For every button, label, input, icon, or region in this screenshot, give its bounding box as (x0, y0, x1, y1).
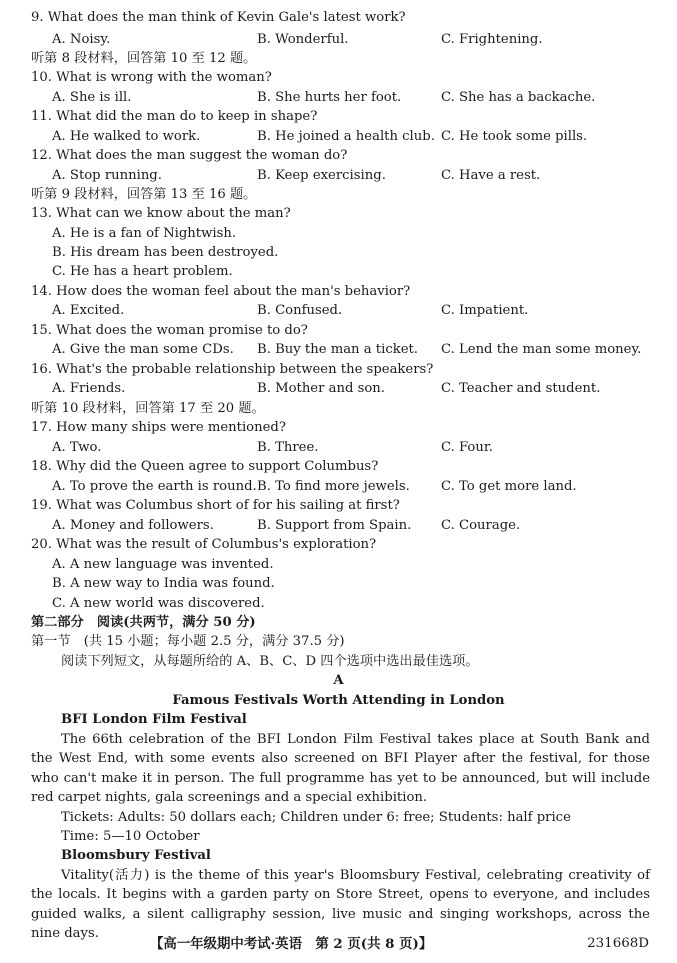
options-10 (52, 88, 655, 107)
option-a: A. Give the man some CDs. (52, 342, 234, 357)
option-a: A. Excited. (52, 303, 125, 318)
passage-title: Famous Festivals Worth Attending in London (172, 693, 505, 708)
instruction-passage-8: 听第 8 段材料，回答第 10 至 12 题。 (31, 51, 257, 66)
option-b: B. Confused. (257, 303, 343, 318)
question-11: 11. What did the man do to keep in shape? (31, 109, 318, 124)
option-c: C. Have a rest. (441, 168, 541, 183)
question-18: 18. Why did the Queen agree to support Columbus? (31, 459, 379, 474)
option-b: B. Support from Spain. (257, 518, 412, 533)
option-a: A. Friends. (52, 381, 126, 396)
instruction-passage-9: 听第 9 段材料，回答第 13 至 16 题。 (31, 187, 257, 202)
option-a: A. To prove the earth is round. (52, 479, 257, 494)
option-b: B. To find more jewels. (257, 479, 410, 494)
question-15: 15. What does the woman promise to do? (31, 323, 308, 338)
options-12 (52, 166, 655, 185)
option-c: C. He took some pills. (441, 129, 588, 144)
option-a: A. Two. (52, 440, 102, 455)
question-19: 19. What was Columbus short of for his sailing at first? (31, 498, 400, 513)
footer-title: 【高一年级期中考试·英语 第 2 页(共 8 页)】 (150, 936, 433, 952)
question-14: 14. How does the woman feel about the man's behavior? (31, 284, 411, 299)
option-b: B. Mother and son. (257, 381, 385, 396)
option-c: C. Teacher and student. (441, 381, 601, 396)
reading-instruction: 阅读下列短文，从每题所给的 A、B、C、D 四个选项中选出最佳选项。 (61, 654, 479, 669)
option-a: A. Money and followers. (52, 518, 214, 533)
option-b: B. She hurts her foot. (257, 90, 402, 105)
option-b: B. Three. (257, 440, 319, 455)
passage-letter: A (333, 673, 344, 688)
option-b: B. Wonderful. (257, 32, 349, 47)
part-two-heading: 第二部分 阅读(共两节，满分 50 分) (31, 615, 256, 630)
bloomsbury-heading: Bloomsbury Festival (61, 848, 211, 863)
option-a: A. She is ill. (52, 90, 132, 105)
option-b: B. Buy the man a ticket. (257, 342, 418, 357)
option-c: C. Lend the man some money. (441, 342, 642, 357)
option-a: A. He is a fan of Nightwish. (52, 226, 237, 241)
option-a: A. He walked to work. (52, 129, 201, 144)
exam-code: 231668D (587, 936, 649, 951)
bloomsbury-paragraph: Vitality(活力) is the theme of this year's Bloomsbury Festival, celebrating creativity of the locals. It begins with a garden party on Store Street, opens to everyone, and includes guided walks, a silent calligraphy session, live music and singing workshops, across the nine days. (31, 868, 650, 942)
options-16 (52, 379, 655, 398)
question-12: 12. What does the man suggest the woman do? (31, 148, 348, 163)
page-footer (0, 934, 677, 954)
option-b: B. Keep exercising. (257, 168, 386, 183)
question-20: 20. What was the result of Columbus's exploration? (31, 537, 377, 552)
option-b: B. He joined a health club. (257, 129, 435, 144)
option-c: C. Courage. (441, 518, 521, 533)
options-9 (52, 30, 655, 49)
section-one-heading: 第一节 (共 15 小题；每小题 2.5 分，满分 37.5 分) (31, 634, 345, 649)
question-17: 17. How many ships were mentioned? (31, 420, 286, 435)
question-10: 10. What is wrong with the woman? (31, 70, 272, 85)
option-c: C. Four. (441, 440, 493, 455)
option-a: A. Stop running. (52, 168, 162, 183)
option-c: C. Frightening. (441, 32, 543, 47)
option-c: C. She has a backache. (441, 90, 596, 105)
options-14 (52, 301, 655, 320)
option-b: B. A new way to India was found. (52, 576, 275, 591)
bfi-heading: BFI London Film Festival (61, 712, 247, 727)
bfi-paragraph: The 66th celebration of the BFI London Film Festival takes place at South Bank and the West End, with some events also screened on BFI Player after the festival, for those who can't make it in person. The full programme has yet to be announced, but will include red carpet nights, gala screenings and a special exhibition. (31, 732, 650, 806)
options-18 (52, 477, 655, 496)
question-9: 9. What does the man think of Kevin Gale's latest work? (31, 10, 406, 25)
option-c: C. He has a heart problem. (52, 264, 233, 279)
option-a: A. A new language was invented. (52, 557, 274, 572)
options-19 (52, 516, 655, 535)
bfi-time: Time: 5—10 October (61, 829, 200, 844)
option-c: C. To get more land. (441, 479, 577, 494)
option-b: B. His dream has been destroyed. (52, 245, 279, 260)
question-13: 13. What can we know about the man? (31, 206, 291, 221)
options-11 (52, 127, 655, 146)
option-a: A. Noisy. (52, 32, 111, 47)
options-15 (52, 340, 655, 359)
question-16: 16. What's the probable relationship between the speakers? (31, 362, 434, 377)
instruction-passage-10: 听第 10 段材料，回答第 17 至 20 题。 (31, 401, 265, 416)
options-17 (52, 438, 655, 457)
bfi-tickets: Tickets: Adults: 50 dollars each; Children under 6: free; Students: half price (61, 810, 571, 825)
option-c: C. Impatient. (441, 303, 529, 318)
option-c: C. A new world was discovered. (52, 596, 265, 611)
